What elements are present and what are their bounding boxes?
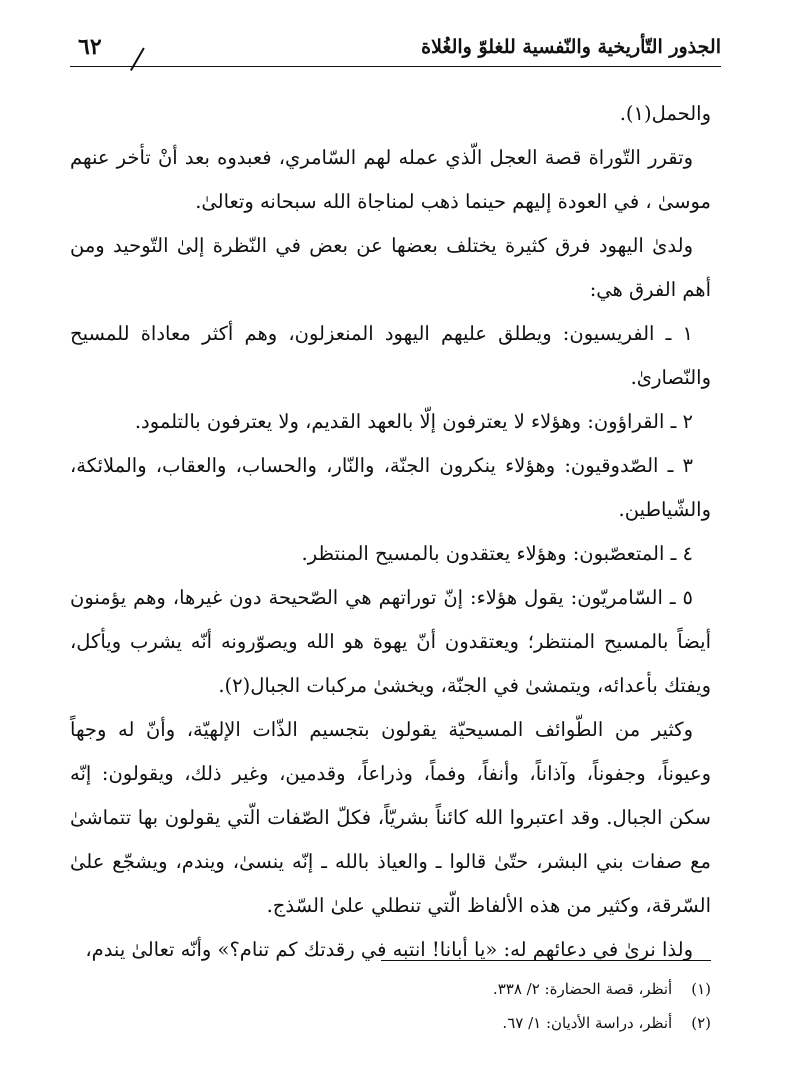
footnote-number: (١) <box>691 980 711 998</box>
footnote-number: (٢) <box>691 1014 711 1032</box>
paragraph: ٢ ـ القراؤون: وهؤلاء لا يعترفون إلّا بالعهد القديم، ولا يعترفون بالتلمود. <box>134 410 693 433</box>
running-header <box>70 30 721 74</box>
running-title: الجذور التّأريخية والنّفسية للغلوّ والغُلاة <box>421 36 721 58</box>
paragraph: ولدىٰ اليهود فرق كثيرة يختلف بعضها عن بعض في النّظرة إلىٰ التّوحيد ومن أهم الفرق هي: <box>70 234 711 301</box>
footnote-text: أنظر، دراسة الأديان: ١/ ٦٧. <box>502 1014 673 1032</box>
paragraph: وتقرر التّوراة قصة العجل الّذي عمله لهم السّامري، فعبدوه بعد أنْ تأخر عنهم موسىٰ ، في العودة إليهم حينما ذهب لمناجاة الله سبحانه وتعالىٰ. <box>70 146 711 213</box>
footnotes <box>70 972 711 1040</box>
footnote-text: أنظر، قصة الحضارة: ٢/ ٣٣٨. <box>492 980 673 998</box>
header-slash-ornament <box>130 47 145 71</box>
paragraph: ٣ ـ الصّدوقيون: وهؤلاء ينكرون الجنّة، والنّار، والحساب، والعقاب، والملائكة، والشّياطين. <box>70 454 711 521</box>
footnote-item <box>70 972 711 1006</box>
header-rule <box>70 66 721 67</box>
footnote-separator <box>381 960 711 961</box>
paragraph: وكثير من الطّوائف المسيحيّة يقولون بتجسيم الذّات الإلهيّة، وأنّ له وجهاً وعيوناً، وجفوناً، وآذاناً، وأنفاً، وفماً، وذراعاً، وقدمين، وغير ذلك، ويقولون: إنّه سكن الجبال. وقد اعتبروا الله كائناً بشريّاً، فكلّ الصّفات الّتي يقولون بها تتماشىٰ مع صفات بني البشر، حتّىٰ قالوا ـ والعياذ بالله ـ إنّه ينسىٰ، ويندم، ويشجّع علىٰ السّرقة، وكثير من هذه الألفاظ الّتي تنطلي علىٰ السّذج. <box>70 718 711 917</box>
page-number: ٦٢ <box>78 34 102 60</box>
paragraph: ولذا نرىٰ في دعائهم له: «يا أبانا! انتبه في رقدتك كم تنام؟» وأنّه تعالىٰ يندم، <box>85 938 693 961</box>
paragraph: ٤ ـ المتعصّبون: وهؤلاء يعتقدون بالمسيح المنتظر. <box>301 542 693 565</box>
paragraph: والحمل(١). <box>619 102 711 125</box>
paragraph: ٥ ـ السّامريّون: يقول هؤلاء: إنّ توراتهم هي الصّحيحة دون غيرها، وهم يؤمنون أيضاً بالمسيح المنتظر؛ ويعتقدون أنّ يهوة هو الله ويصوّرونه أنّه يشرب ويأكل، ويفتك بأعدائه، ويتمشىٰ في الجنّة، ويخشىٰ مركبات الجبال(٢). <box>70 586 711 697</box>
footnote-item <box>70 1006 711 1040</box>
paragraph: ١ ـ الفريسيون: ويطلق عليهم اليهود المنعزلون، وهم أكثر معاداة للمسيح والنّصارىٰ. <box>70 322 711 389</box>
body-text <box>70 92 711 972</box>
